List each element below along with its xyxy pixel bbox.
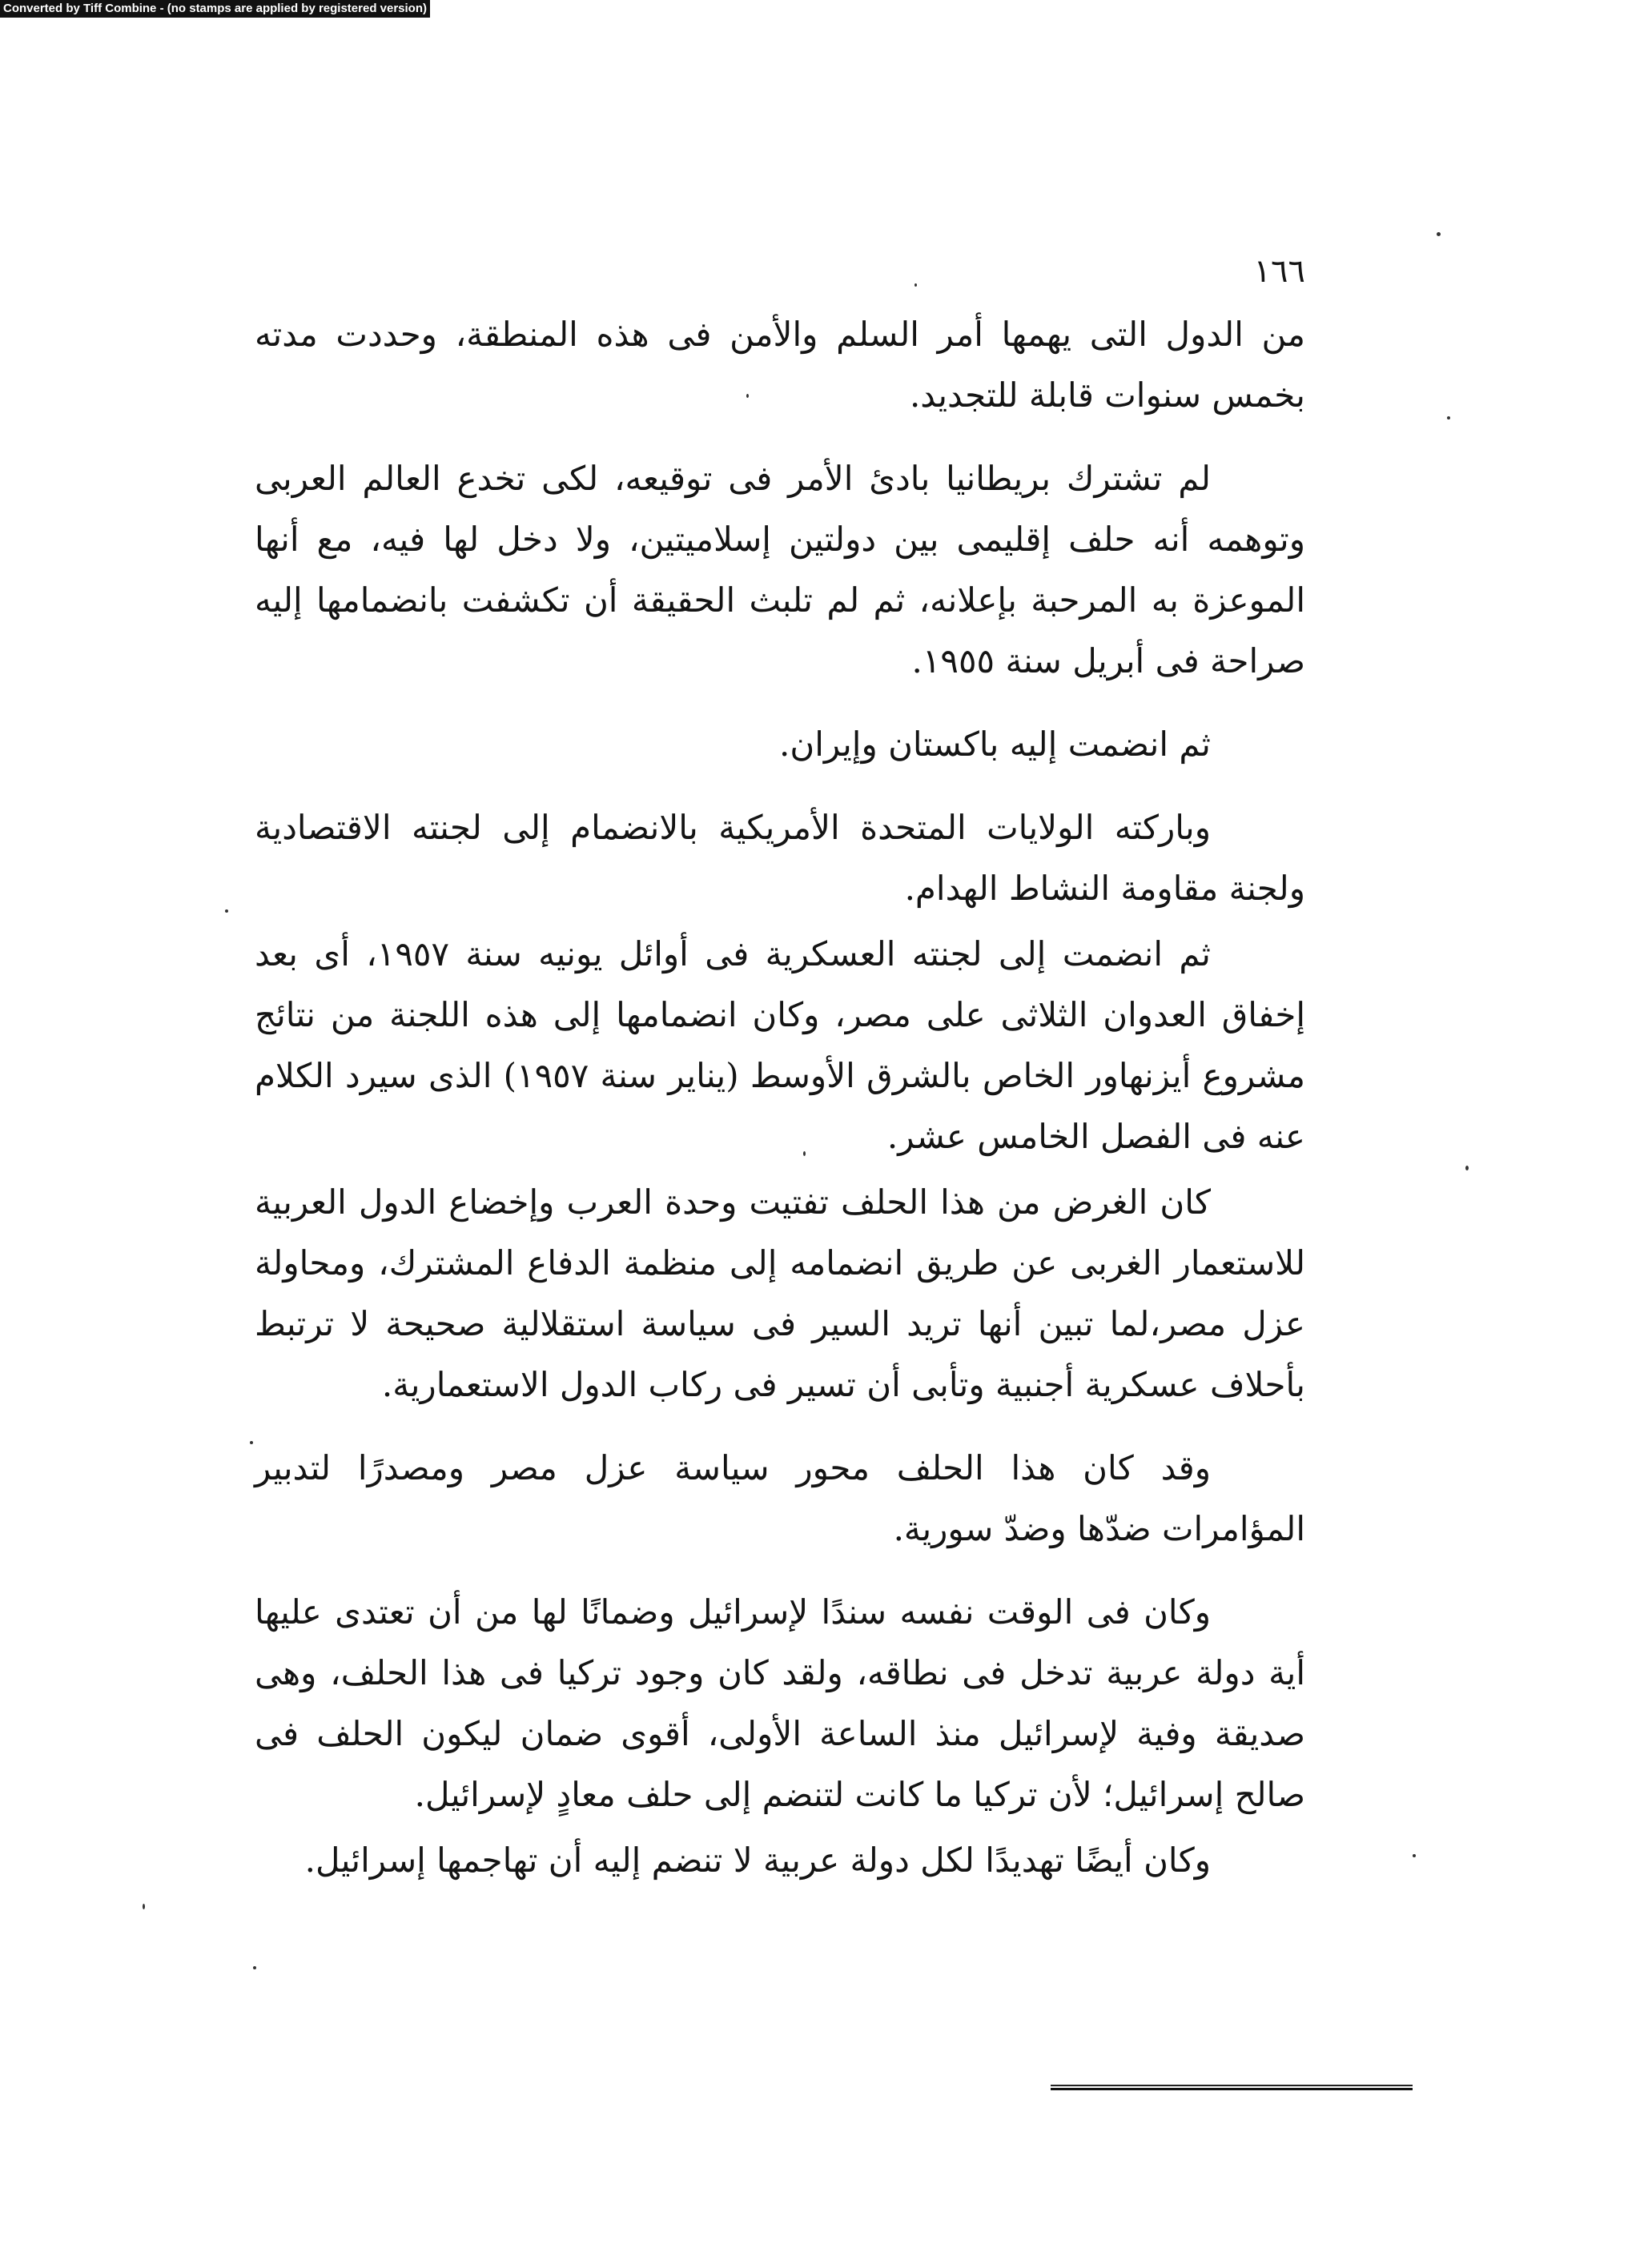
paragraph-9: وكان أيضًا تهديدًا لكل دولة عربية لا تنضم إليه أن تهاجمها إسرائيل. bbox=[304, 1840, 1211, 1880]
paragraph-6: كان الغرض من هذا الحلف تفتيت وحدة العرب وإخضاع الدول العربية للاستعمار الغربى عن طريق انضمامه إلى منظمة الدفاع المشترك، ومحاولة عزل مصر،لما تبين أنها تريد السير فى سياسة استقلالية صحيحة لا ترتبط بأحلاف عسكرية أجنبية وتأبى أن تسير فى ركاب الدول الاستعمارية. bbox=[255, 1182, 1305, 1404]
scan-speck bbox=[746, 394, 749, 398]
conversion-watermark: Converted by Tiff Combine - (no stamps are applied by registered version) bbox=[0, 0, 430, 18]
page-number: ١٦٦ bbox=[1253, 253, 1305, 290]
page-body bbox=[255, 304, 1305, 1891]
paragraph-1: من الدول التى يهمها أمر السلم والأمن فى هذه المنطقة، وحددت مدته بخمس سنوات قابلة للتجديد. bbox=[255, 315, 1305, 415]
scan-speck bbox=[225, 909, 228, 913]
scan-speck bbox=[1413, 1854, 1416, 1857]
scan-speck bbox=[1437, 232, 1441, 236]
scan-speck bbox=[1465, 1166, 1469, 1170]
scan-speck bbox=[143, 1904, 145, 1909]
bottom-rule bbox=[1051, 2085, 1413, 2090]
scan-speck bbox=[253, 1966, 256, 1969]
paragraph-8: وكان فى الوقت نفسه سندًا لإسرائيل وضمانًا لها من أن تعتدى عليها أية دولة عربية تدخل فى نطاقه، ولقد كان وجود تركيا فى هذا الحلف، وهى صديقة وفية لإسرائيل منذ الساعة الأولى، أقوى ضمان ليكون الحلف فى صالح إسرائيل؛ لأن تركيا ما كانت لتنضم إلى حلف معادٍ لإسرائيل. bbox=[255, 1592, 1305, 1814]
scan-speck bbox=[250, 1441, 253, 1444]
scan-speck bbox=[1447, 416, 1450, 419]
paragraph-2: لم تشترك بريطانيا بادئ الأمر فى توقيعه، لكى تخدع العالم العربى وتوهمه أنه حلف إقليمى بين دولتين إسلاميتين، ولا دخل لها فيه، مع أنها الموعزة به المرحبة بإعلانه، ثم لم تلبث الحقيقة أن تكشفت بانضمامها إليه صراحة فى أبريل سنة ١٩٥٥. bbox=[255, 459, 1305, 680]
scan-speck bbox=[914, 283, 917, 287]
paragraph-7: وقد كان هذا الحلف محور سياسة عزل مصر ومصدرًا لتدبير المؤامرات ضدّها وضدّ سورية. bbox=[255, 1448, 1305, 1548]
paragraph-3: ثم انضمت إليه باكستان وإيران. bbox=[779, 725, 1211, 764]
scan-speck bbox=[803, 1151, 806, 1156]
paragraph-4: وباركته الولايات المتحدة الأمريكية بالانضمام إلى لجنته الاقتصادية ولجنة مقاومة النشاط الهدام. bbox=[255, 808, 1305, 908]
paragraph-5: ثم انضمت إلى لجنته العسكرية فى أوائل يونيه سنة ١٩٥٧، أى بعد إخفاق العدوان الثلاثى على مصر، وكان انضمامها إلى هذه اللجنة من نتائج مشروع أيزنهاور الخاص بالشرق الأوسط (يناير سنة ١٩٥٧) الذى سيرد الكلام عنه فى الفصل الخامس عشر. bbox=[255, 934, 1305, 1156]
